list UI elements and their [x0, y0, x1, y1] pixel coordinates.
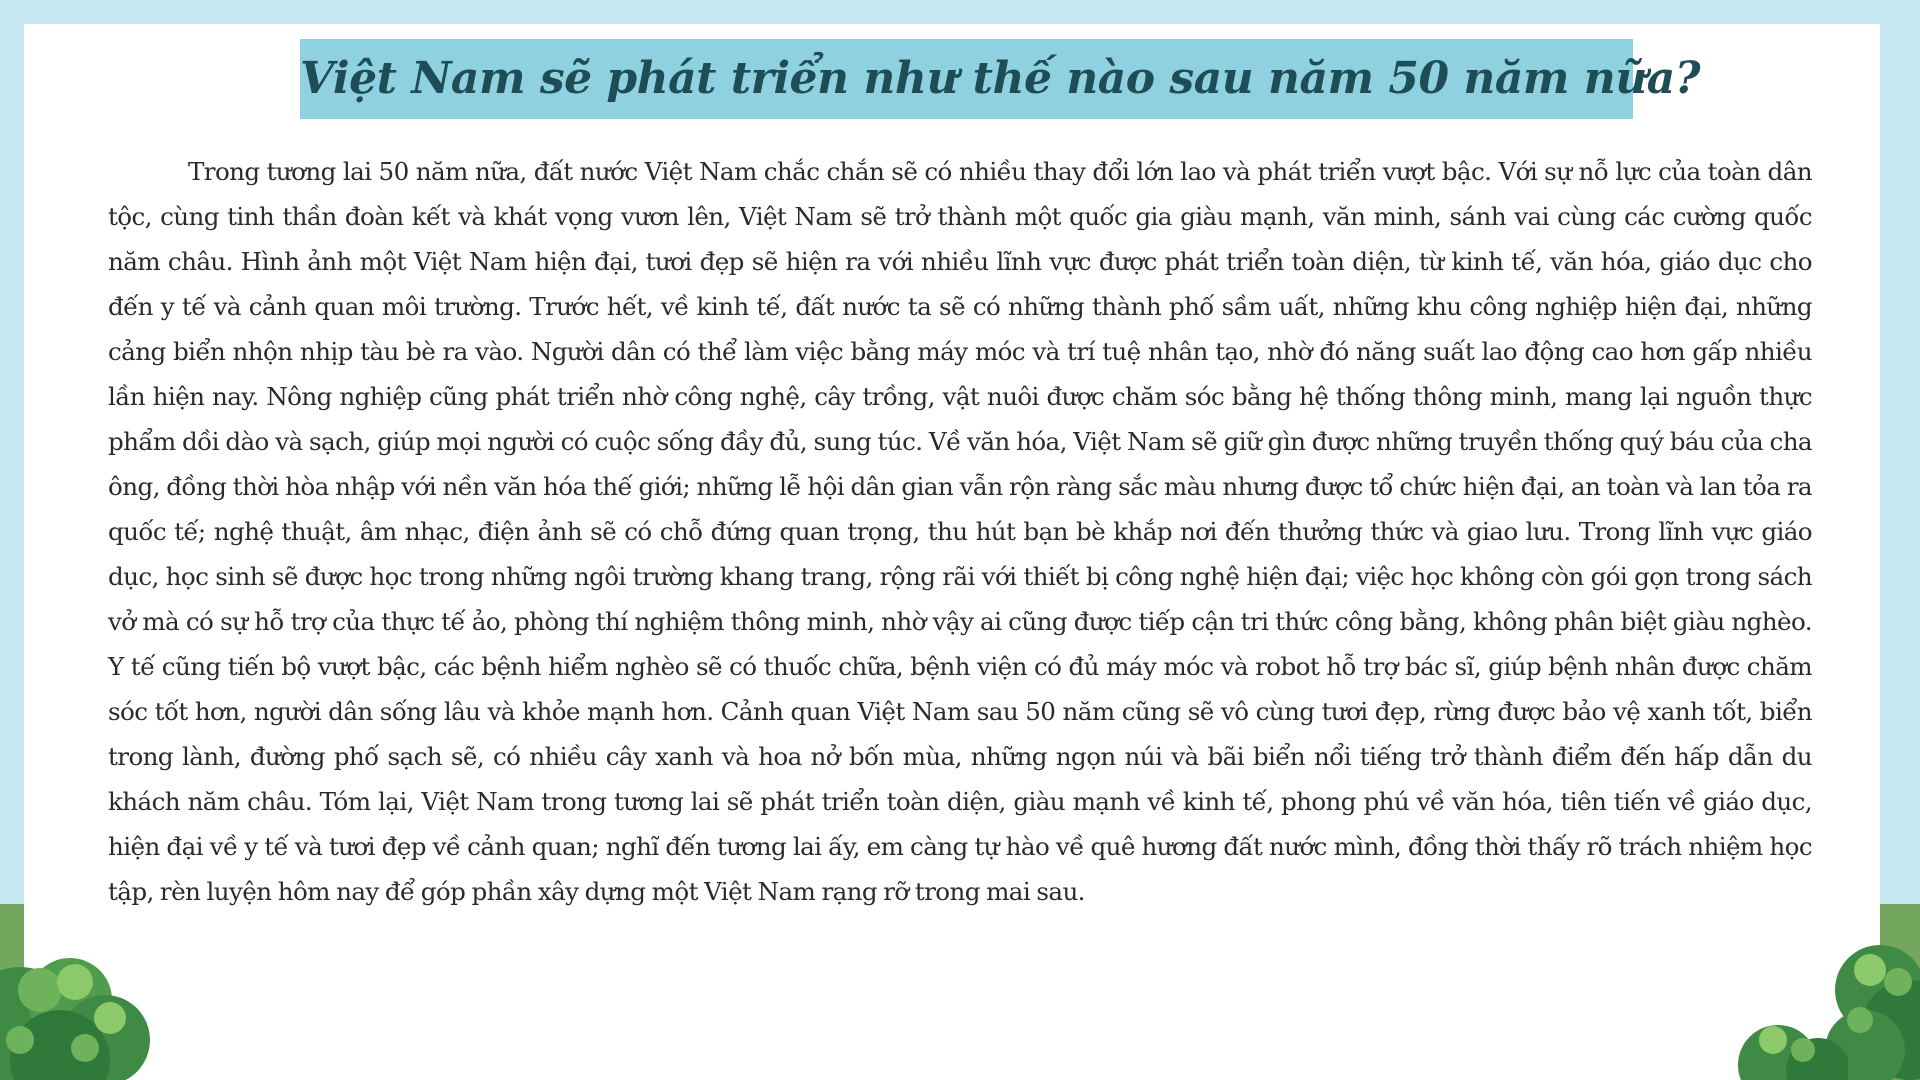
bush-left-icon [0, 930, 180, 1080]
essay-paragraph: Trong tương lai 50 năm nữa, đất nước Việt Nam chắc chắn sẽ có nhiều thay đổi lớn lao và phát triển vượt bậc. Với sự nỗ lực của toàn dân tộc, cùng tinh thần đoàn kết và khát vọng vươn lên, Việt Nam sẽ trở thành một quốc gia giàu mạnh, văn minh, sánh vai cùng các cường quốc năm châu. Hình ảnh một Việt Nam hiện đại, tươi đẹp sẽ hiện ra với nhiều lĩnh vực được phát triển toàn diện, từ kinh tế, văn hóa, giáo dục cho đến y tế và cảnh quan môi trường. Trước hết, về kinh tế, đất nước ta sẽ có những thành phố sầm uất, những khu công nghiệp hiện đại, những cảng biển nhộn nhịp tàu bè ra vào. Người dân có thể làm việc bằng máy móc và trí tuệ nhân tạo, nhờ đó năng suất lao động cao hơn gấp nhiều lần hiện nay. Nông nghiệp cũng phát triển nhờ công nghệ, cây trồng, vật nuôi được chăm sóc bằng hệ thống thông minh, mang lại nguồn thực phẩm dồi dào và sạch, giúp mọi người có cuộc sống đầy đủ, sung túc. Về văn hóa, Việt Nam sẽ giữ gìn được những truyền thống quý báu của cha ông, đồng thời hòa nhập với nền văn hóa thế giới; những lễ hội dân gian vẫn rộn ràng sắc màu nhưng được tổ chức hiện đại, an toàn và lan tỏa ra quốc tế; nghệ thuật, âm nhạc, điện ảnh sẽ có chỗ đứng quan trọng, thu hút bạn bè khắp nơi đến thưởng thức và giao lưu. Trong lĩnh vực giáo dục, học sinh sẽ được học trong những ngôi trường khang trang, rộng rãi với thiết bị công nghệ hiện đại; việc học không còn gói gọn trong sách vở mà có sự hỗ trợ của thực tế ảo, phòng thí nghiệm thông minh, nhờ vậy ai cũng được tiếp cận tri thức công bằng, không phân biệt giàu nghèo. Y tế cũng tiến bộ vượt bậc, các bệnh hiểm nghèo sẽ có thuốc chữa, bệnh viện có đủ máy móc và robot hỗ trợ bác sĩ, giúp bệnh nhân được chăm sóc tốt hơn, người dân sống lâu và khỏe mạnh hơn. Cảnh quan Việt Nam sau 50 năm cũng sẽ vô cùng tươi đẹp, rừng được bảo vệ xanh tốt, biển trong lành, đường phố sạch sẽ, có nhiều cây xanh và hoa nở bốn mùa, những ngọn núi và bãi biển nổi tiếng trở thành điểm đến hấp dẫn du khách năm châu. Tóm lại, Việt Nam trong tương lai sẽ phát triển toàn diện, giàu mạnh về kinh tế, phong phú về văn hóa, tiên tiến về giáo dục, hiện đại về y tế và tươi đẹp về cảnh quan; nghĩ đến tương lai ấy, em càng tự hào về quê hương đất nước mình, đồng thời thấy rõ trách nhiệm học tập, rèn luyện hôm nay để góp phần xây dựng một Việt Nam rạng rỡ trong mai sau. [108, 157, 1812, 906]
page-title: Việt Nam sẽ phát triển như thế nào sau năm 50 năm nữa? [300, 53, 1701, 104]
bush-right-small-icon [1728, 1010, 1848, 1080]
